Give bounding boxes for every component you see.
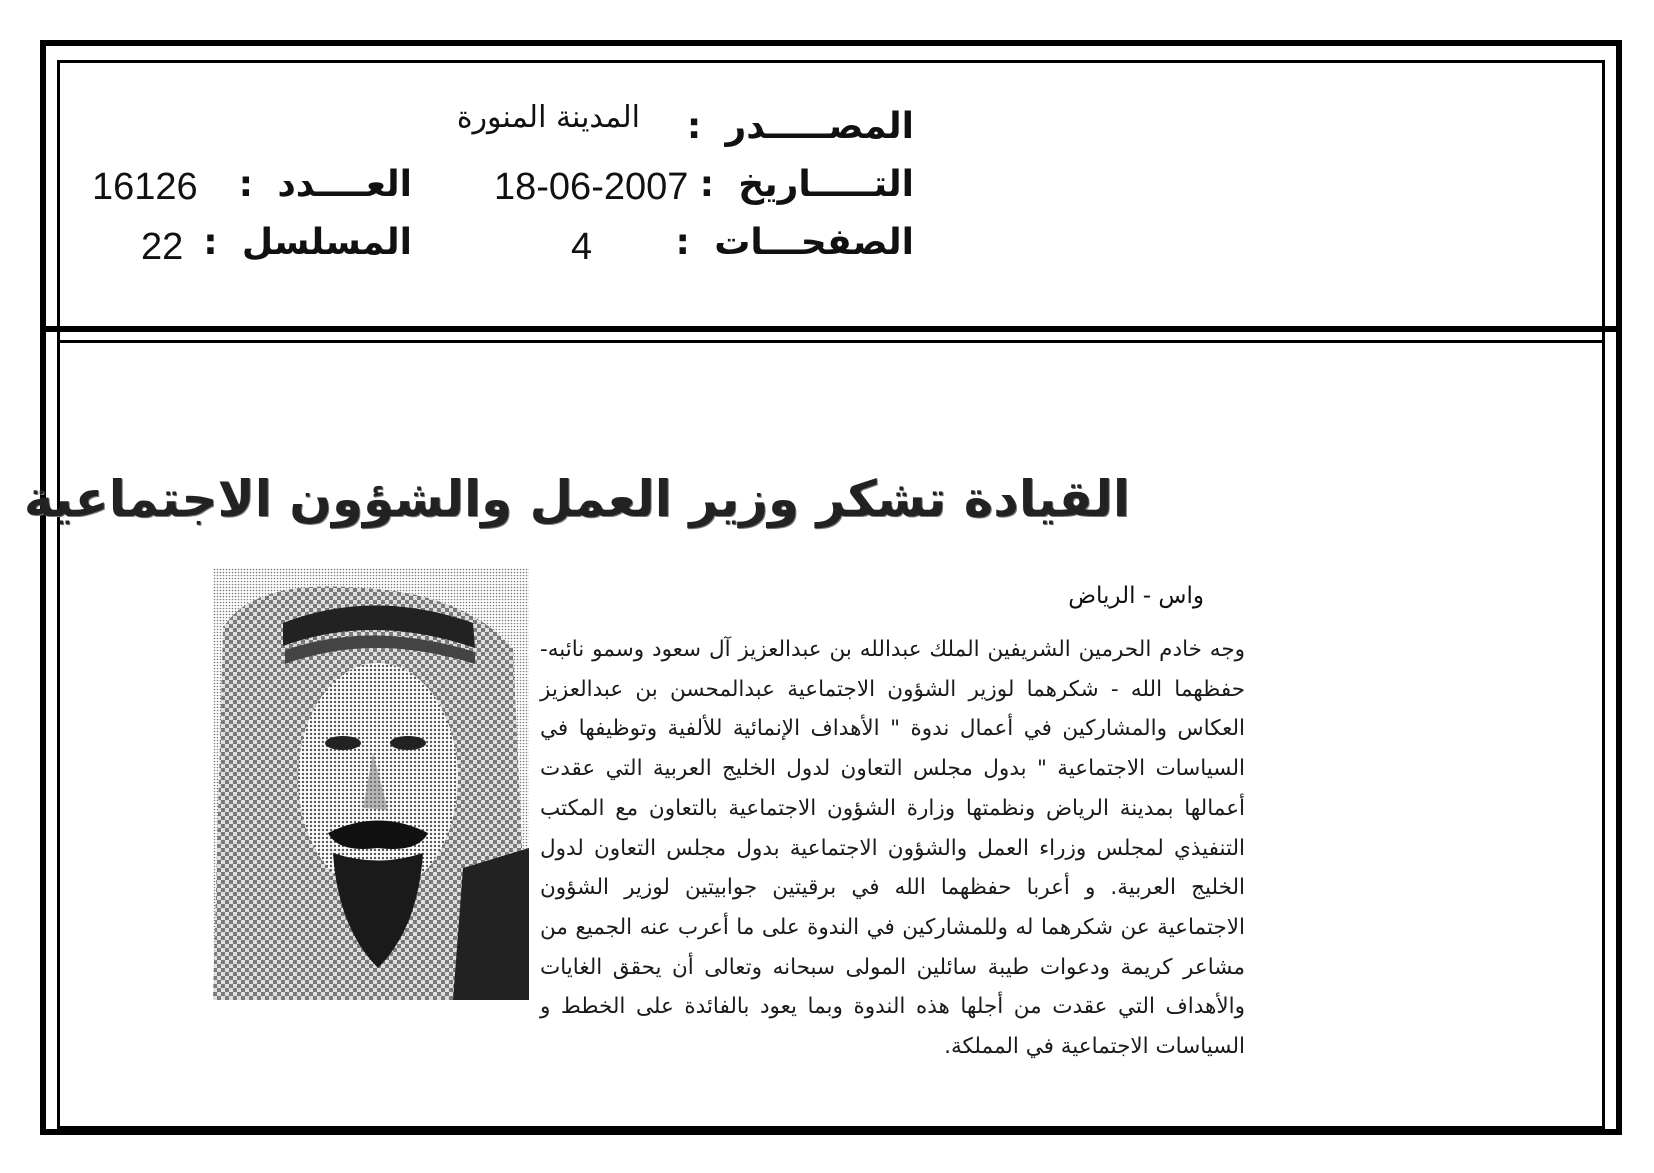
source-label: المصـــــدر (725, 106, 914, 147)
article-body: وجه خادم الحرمين الشريفين الملك عبدالله بن عبدالعزيز آل سعود وسمو نائبه- حفظهما الله - شكرهما لوزير الشؤون الاجتماعية عبدالمحسن بن عبدالعزيز العكاس والمشاركين في أعمال ندوة " الأهداف الإنمائية للألفية وتوظيفها في السياسات الاجتماعية " بدول مجلس التعاون لدول الخليج العربية التي عقدت أعمالها بمدينة الرياض ونظمتها وزارة الشؤون الاجتماعية بالتعاون مع المكتب التنفيذي لمجلس وزراء العمل والشؤون الاجتماعية بدول مجلس التعاون لدول الخليج العربية. و أعربا حفظهما الله في برقيتين جوابيتين لوزير الشؤون الاجتماعية عن شكرهما له وللمشاركين في الندوة على ما أعرب عنه الجميع من مشاعر كريمة ودعوات طيبة سائلين المولى سبحانه وتعالى أن يحقق الغايات والأهداف التي عقدت من أجلها هذه الندوة وبما يعود بالفائدة على الخطط و السياسات الاجتماعية في المملكة. (540, 637, 1245, 1060)
date-label-row (687, 164, 914, 205)
pages-label: الصفحـــات (714, 222, 914, 263)
serial-label: المسلسل (241, 222, 412, 263)
issue-label: العــــدد (277, 164, 412, 205)
header-divider-inner (57, 340, 1605, 343)
header-divider (40, 326, 1622, 332)
issue-label-row (226, 164, 412, 205)
portrait-photo (213, 568, 529, 1000)
source-label-row (674, 106, 914, 147)
serial-value: 22 (141, 226, 184, 268)
date-value: 18-06-2007 (494, 166, 689, 208)
source-value: المدينة المنورة (456, 100, 640, 135)
serial-colon: : (203, 222, 218, 263)
date-colon: : (699, 164, 714, 205)
source-colon: : (686, 106, 702, 147)
pages-label-row (663, 222, 914, 263)
issue-value: 16126 (92, 166, 198, 208)
pages-colon: : (675, 222, 690, 263)
pages-value: 4 (571, 226, 593, 268)
article-headline: القيادة تشكر وزير العمل والشؤون الاجتماعية (23, 470, 1130, 528)
article-dateline: واس - الرياض (1068, 583, 1204, 609)
date-label: التـــــاريخ (738, 164, 914, 205)
issue-colon: : (238, 164, 254, 205)
serial-label-row (190, 222, 412, 263)
